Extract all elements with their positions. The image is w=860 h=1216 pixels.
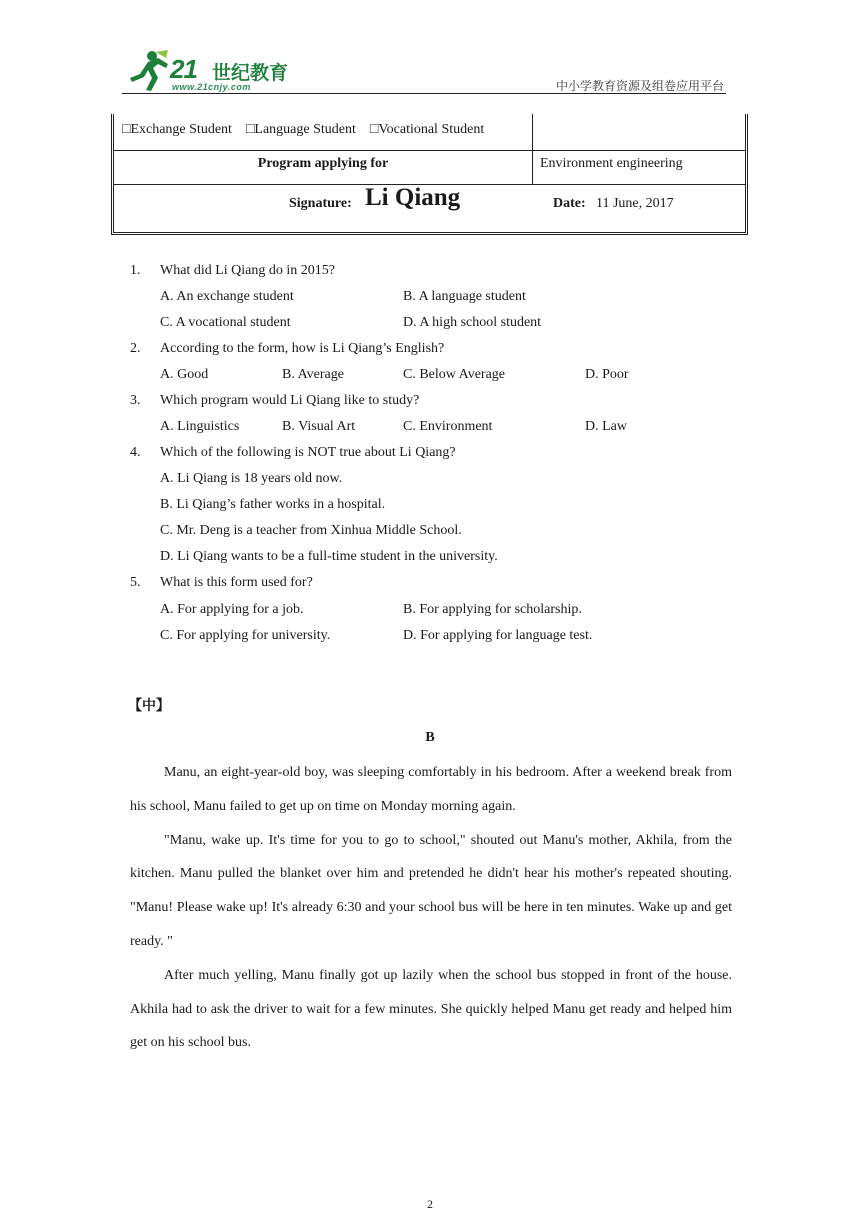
answer-option[interactable]: B. For applying for scholarship. [403, 602, 582, 617]
question-stem: Which program would Li Qiang like to study? [160, 393, 420, 408]
question-number: 2. [130, 341, 141, 356]
answer-option[interactable]: B. Average [282, 367, 344, 382]
question-item [130, 258, 740, 284]
answer-option[interactable]: A. Linguistics [160, 419, 240, 434]
question-item [130, 388, 740, 414]
page-number: 2 [427, 1197, 433, 1211]
page-header [122, 48, 726, 94]
question-item [130, 570, 740, 596]
answer-option[interactable]: D. For applying for language test. [403, 628, 593, 643]
reading-passage [130, 756, 732, 1060]
checkbox-exchange-student[interactable]: □Exchange Student [122, 122, 232, 137]
student-type-checkboxes [122, 122, 484, 138]
signature-value: Li Qiang [365, 184, 461, 211]
answer-option[interactable]: B. A language student [403, 289, 526, 304]
passage-title: B [425, 730, 435, 745]
answer-option[interactable]: C. Below Average [403, 367, 505, 382]
answer-option[interactable]: A. An exchange student [160, 289, 294, 304]
answer-option[interactable]: C. A vocational student [160, 315, 291, 330]
form-row-student-type [114, 114, 745, 151]
question-stem: What is this form used for? [160, 575, 313, 590]
header-tagline: 中小学教育资源及组卷应用平台 [555, 79, 724, 93]
date-label: Date: [553, 196, 586, 211]
question-item [130, 336, 740, 362]
question-stem: Which of the following is NOT true about Li Qiang? [160, 445, 456, 460]
answer-option[interactable]: A. Li Qiang is 18 years old now. [160, 471, 343, 486]
passage-paragraph: Manu, an eight-year-old boy, was sleeping comfortably in his bedroom. After a weekend break from his school, Manu failed to get up on time on Monday morning again. [130, 765, 732, 814]
signature-label: Signature: [289, 196, 352, 211]
answer-option[interactable]: D. A high school student [403, 315, 542, 330]
answer-option[interactable]: C. Environment [403, 419, 493, 434]
application-form-table [111, 114, 748, 235]
answer-option[interactable]: A. Good [160, 367, 209, 382]
column-divider [532, 114, 533, 184]
checkbox-vocational-student[interactable]: □Vocational Student [369, 122, 485, 137]
passage-paragraph: "Manu, wake up. It's time for you to go to school," shouted out Manu's mother, Akhila, from the kitchen. Manu pulled the blanket over him and pretended he didn't hear his mother's repeated shouting. "Manu! Please wake up! It's already 6:30 and your school bus will be here in ten minutes. Wake up and get ready. " [130, 832, 732, 949]
question-number: 1. [130, 263, 141, 278]
difficulty-tag: 【中】 [128, 698, 170, 714]
form-row-signature [114, 184, 745, 231]
form-row-program [114, 150, 745, 185]
date-value: 11 June, 2017 [596, 196, 674, 211]
runner-logo-icon [122, 48, 170, 92]
logo-chinese-text: 世纪教育 [212, 62, 289, 84]
answer-option[interactable]: B. Visual Art [282, 419, 356, 434]
answer-option[interactable]: B. Li Qiang’s father works in a hospital. [160, 497, 386, 512]
answer-option[interactable]: D. Li Qiang wants to be a full-time student in the university. [160, 549, 498, 564]
question-stem: According to the form, how is Li Qiang’s English? [160, 341, 445, 356]
logo [122, 48, 302, 94]
answer-option[interactable]: A. For applying for a job. [160, 602, 304, 617]
logo-number: 21 [170, 54, 197, 84]
answer-option[interactable]: D. Law [585, 419, 627, 434]
passage-paragraph: After much yelling, Manu finally got up lazily when the school bus stopped in front of the house. Akhila had to ask the driver to wait for a few minutes. She quickly helped Manu get ready and helped him get on his school bus. [130, 967, 732, 1051]
answer-option[interactable]: C. Mr. Deng is a teacher from Xinhua Middle School. [160, 523, 462, 538]
question-number: 4. [130, 445, 141, 460]
logo-url: www.21cnjy.com [172, 82, 251, 92]
question-number: 3. [130, 393, 141, 408]
question-number: 5. [130, 575, 141, 590]
question-item [130, 440, 740, 466]
answer-option[interactable]: D. Poor [585, 367, 629, 382]
answer-option[interactable]: C. For applying for university. [160, 628, 331, 643]
header-divider [122, 93, 726, 94]
question-stem: What did Li Qiang do in 2015? [160, 263, 335, 278]
checkbox-language-student[interactable]: □Language Student [245, 122, 356, 137]
program-label: Program applying for [257, 156, 389, 171]
program-value: Environment engineering [540, 156, 683, 171]
